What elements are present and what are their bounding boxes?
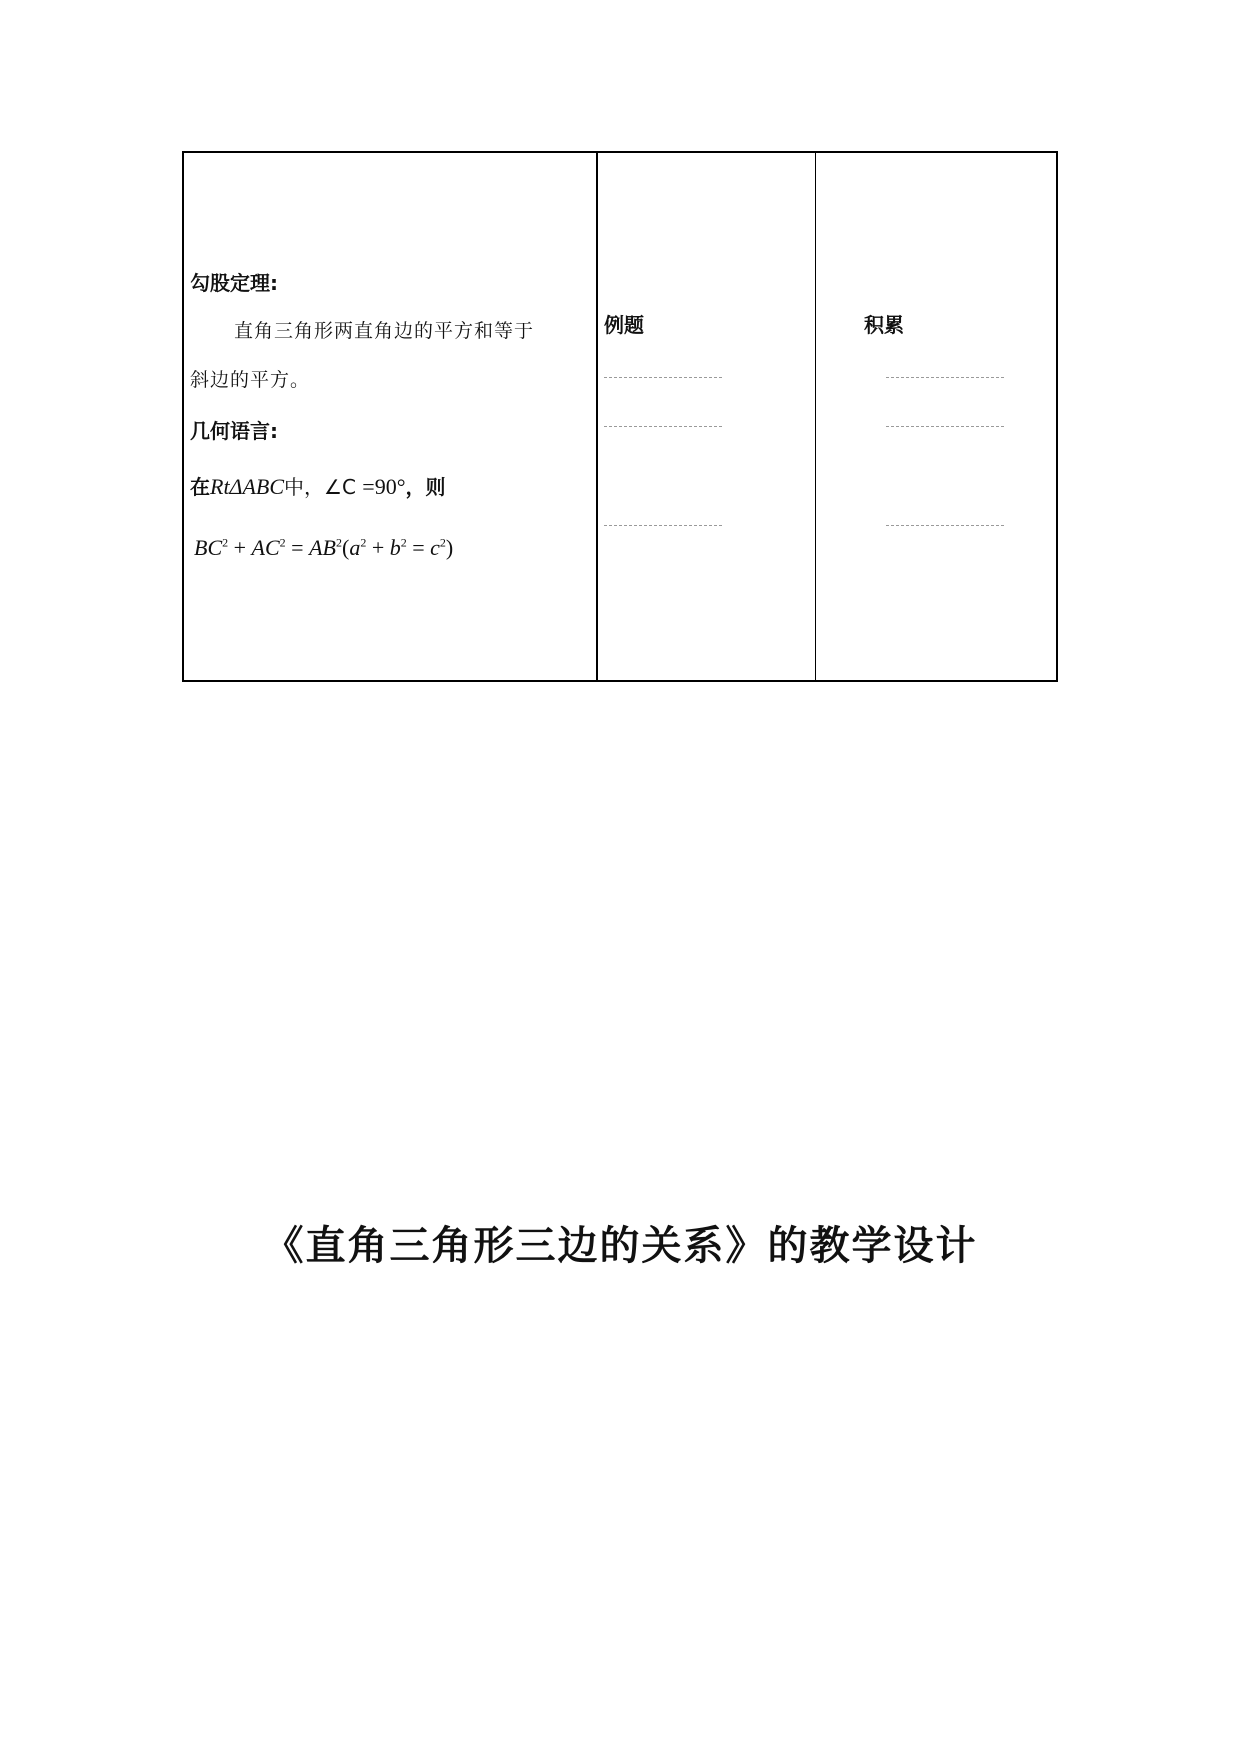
formula-exponent: 2 [279,535,286,550]
formula-c: c [430,535,440,560]
accumulation-heading: 积累 [864,313,904,337]
accumulation-cell [816,153,1058,680]
example-heading: 例题 [604,313,644,337]
example-blank-line [604,426,722,427]
formula-equals: = [412,535,425,560]
pythagorean-formula: $BC^2 + AC^2 = AB^2(a^2 + b^2 = c^2)$ [194,535,454,560]
formula-a: a [349,535,361,560]
theorem-statement [190,471,446,500]
statement-prefix: 在 [190,475,210,499]
theorem-text-line1: 直角三角形两直角边的平方和等于 [234,320,535,342]
formula-plus: + [233,535,247,560]
formula-ab: AB [309,535,336,560]
document-title: 《直角三角形三边的关系》的教学设计 [263,1222,978,1269]
theorem-text-line2: 斜边的平方。 [190,369,311,391]
accumulation-blank-line [886,525,1004,526]
example-blank-line [604,377,722,378]
theorem-heading: 勾股定理: [190,271,278,295]
example-cell [598,153,815,680]
statement-equals: =90° [362,474,406,499]
formula-b: b [389,535,401,560]
formula-bc: BC [194,535,223,560]
example-blank-line [604,525,722,526]
formula-exponent: 2 [400,535,407,550]
statement-mid: 中，∠C [284,475,363,499]
formula-exponent: 2 [222,535,229,550]
formula-exponent: 2 [360,535,367,550]
statement-suffix: ，则 [405,475,446,499]
formula-ac: AC [251,535,280,560]
theorem-cell [184,153,596,680]
statement-triangle: RtΔABC [210,474,285,499]
formula-equals: = [291,535,304,560]
content-table [182,151,1058,682]
accumulation-blank-line [886,426,1004,427]
geometry-language-heading: 几何语言: [190,419,278,443]
formula-exponent: 2 [439,535,446,550]
formula-exponent: 2 [335,535,342,550]
formula-plus: + [371,535,385,560]
accumulation-blank-line [886,377,1004,378]
